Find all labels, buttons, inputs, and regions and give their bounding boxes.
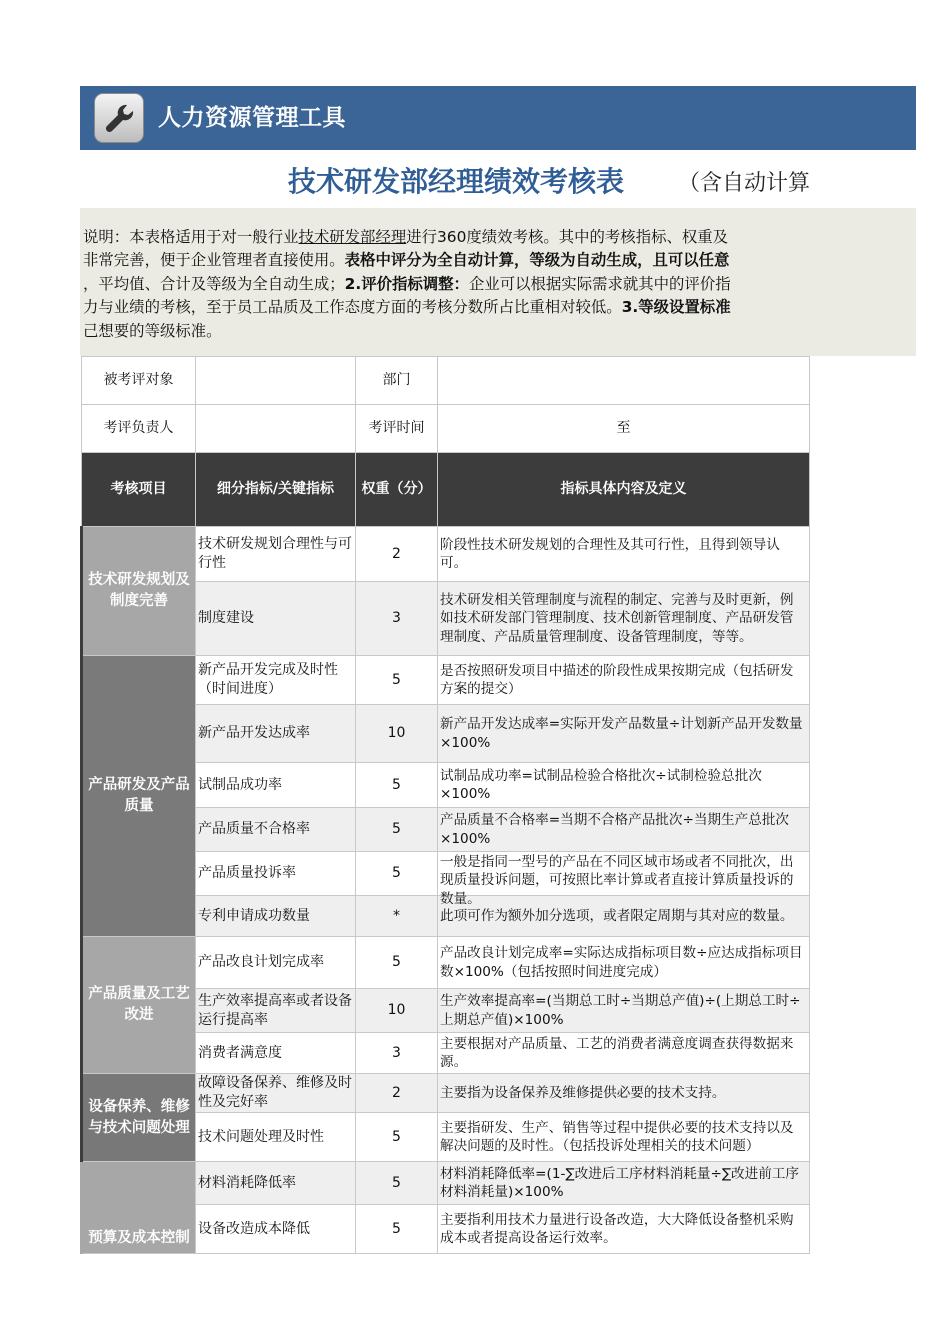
weight-cell[interactable]: 5 — [356, 808, 438, 852]
indicator-cell: 消费者满意度 — [196, 1033, 356, 1074]
indicator-cell: 技术研发规划合理性与可行性 — [196, 527, 356, 582]
instructions-line: 说明：本表格适用于对一般行业技术研发部经理进行360度绩效考核。其中的考核指标、权重及 — [83, 228, 729, 246]
review-time-label: 考评时间 — [356, 405, 438, 453]
weight-cell[interactable]: 5 — [356, 852, 438, 896]
weight-cell[interactable]: 5 — [356, 656, 438, 705]
app-banner — [80, 86, 916, 150]
evaluatee-label: 被考评对象 — [82, 357, 196, 405]
instructions-line: 己想要的等级标准。 — [83, 321, 222, 340]
instructions-box — [80, 208, 916, 356]
column-header-indicator: 细分指标/关键指标 — [196, 453, 356, 527]
indicator-cell: 制度建设 — [196, 582, 356, 656]
weight-cell[interactable]: 2 — [356, 527, 438, 582]
definition-cell: 产品改良计划完成率=实际达成指标项目数÷应达成指标项目数×100%（包括按照时间进度完成） — [438, 937, 810, 989]
category-cell: 技术研发规划及制度完善 — [82, 527, 196, 656]
wrench-icon — [94, 93, 144, 143]
weight-cell[interactable]: 10 — [356, 989, 438, 1033]
column-header-definition: 指标具体内容及定义 — [438, 453, 810, 527]
weight-cell[interactable]: * — [356, 896, 438, 937]
indicator-cell: 试制品成功率 — [196, 763, 356, 808]
definition-cell: 新产品开发达成率=实际开发产品数量÷计划新产品开发数量×100% — [438, 705, 810, 763]
definition-cell: 主要指利用技术力量进行设备改造，大大降低设备整机采购成本或者提高设备运行效率。 — [438, 1205, 810, 1254]
weight-cell[interactable]: 5 — [356, 763, 438, 808]
indicator-cell: 产品改良计划完成率 — [196, 937, 356, 989]
definition-cell: 阶段性技术研发规划的合理性及其可行性，且得到领导认可。 — [438, 527, 810, 582]
weight-cell[interactable]: 5 — [356, 1113, 438, 1162]
document-title-row — [80, 152, 916, 208]
definition-cell — [438, 852, 810, 907]
category-cell: 产品研发及产品质量 — [82, 656, 196, 937]
document-subtitle: （含自动计算 — [678, 171, 811, 196]
category-cell: 设备保养、维修与技术问题处理 — [82, 1074, 196, 1162]
weight-cell[interactable]: 2 — [356, 1074, 438, 1113]
weight-cell[interactable]: 3 — [356, 582, 438, 656]
indicator-cell: 设备改造成本降低 — [196, 1205, 356, 1254]
department-input[interactable] — [438, 357, 810, 405]
weight-cell[interactable]: 10 — [356, 705, 438, 763]
instructions-line: 力与业绩的考核，至于员工品质及工作态度方面的考核分数所占比重相对较低。3.等级设置标准 — [83, 298, 731, 317]
instructions-line: 非常完善，便于企业管理者直接使用。表格中评分为全自动计算，等级为自动生成，且可以任意 — [83, 251, 730, 270]
indicator-cell: 产品质量不合格率 — [196, 808, 356, 852]
column-header-category: 考核项目 — [82, 453, 196, 527]
weight-cell[interactable]: 5 — [356, 937, 438, 989]
indicator-cell: 产品质量投诉率 — [196, 852, 356, 896]
definition-cell: 主要根据对产品质量、工艺的消费者满意度调查获得数据来源。 — [438, 1033, 810, 1074]
indicator-cell: 专利申请成功数量 — [196, 896, 356, 937]
evaluation-table — [80, 356, 810, 1254]
category-cell: 预算及成本控制 — [82, 1162, 196, 1254]
definition-cell: 此项可作为额外加分选项，或者限定周期与其对应的数量。 — [438, 896, 810, 937]
definition-cell: 技术研发相关管理制度与流程的制定、完善与及时更新，例如技术研发部门管理制度、技术创新管理制度、产品研发管理制度、产品质量管理制度、设备管理制度，等等。 — [438, 582, 810, 656]
indicator-cell: 新产品开发达成率 — [196, 705, 356, 763]
definition-cell: 主要指为设备保养及维修提供必要的技术支持。 — [438, 1074, 810, 1113]
weight-cell[interactable]: 5 — [356, 1162, 438, 1205]
column-header-weight: 权重（分） — [356, 453, 438, 527]
app-title: 人力资源管理工具 — [158, 105, 346, 131]
instructions-line: ，平均值、合计及等级为全自动生成；2.评价指标调整：企业可以根据实际需求就其中的评价指 — [83, 274, 731, 293]
definition-cell: 主要指研发、生产、销售等过程中提供必要的技术支持以及解决问题的及时性。（包括投诉处理相关的技术问题） — [438, 1113, 810, 1162]
definition-cell: 试制品成功率=试制品检验合格批次÷试制检验总批次×100% — [438, 763, 810, 808]
definition-cell: 产品质量不合格率=当期不合格产品批次÷当期生产总批次×100% — [438, 808, 810, 852]
department-label: 部门 — [356, 357, 438, 405]
review-time-input[interactable]: 至 — [438, 405, 810, 453]
definition-text: 一般是指同一型号的产品在不同区域市场或者不同批次，出现质量投诉问题，可按照比率计算或者直接计算质量投诉的数量。 — [440, 853, 794, 907]
indicator-cell: 生产效率提高率或者设备运行提高率 — [196, 989, 356, 1033]
definition-cell: 材料消耗降低率=(1-∑改进后工序材料消耗量÷∑改进前工序材料消耗量)×100% — [438, 1162, 810, 1205]
document-title: 技术研发部经理绩效考核表 — [288, 165, 625, 198]
weight-cell[interactable]: 5 — [356, 1205, 438, 1254]
indicator-cell: 技术问题处理及时性 — [196, 1113, 356, 1162]
reviewer-label: 考评负责人 — [82, 405, 196, 453]
indicator-cell: 新产品开发完成及时性（时间进度） — [196, 656, 356, 705]
definition-cell: 生产效率提高率=(当期总工时÷当期总产值)÷(上期总工时÷上期总产值)×100% — [438, 989, 810, 1033]
reviewer-input[interactable] — [196, 405, 356, 453]
evaluatee-input[interactable] — [196, 357, 356, 405]
indicator-cell: 故障设备保养、维修及时性及完好率 — [196, 1074, 356, 1113]
definition-cell: 是否按照研发项目中描述的阶段性成果按期完成（包括研发方案的提交） — [438, 656, 810, 705]
weight-cell[interactable]: 3 — [356, 1033, 438, 1074]
indicator-cell: 材料消耗降低率 — [196, 1162, 356, 1205]
category-cell: 产品质量及工艺改进 — [82, 937, 196, 1074]
